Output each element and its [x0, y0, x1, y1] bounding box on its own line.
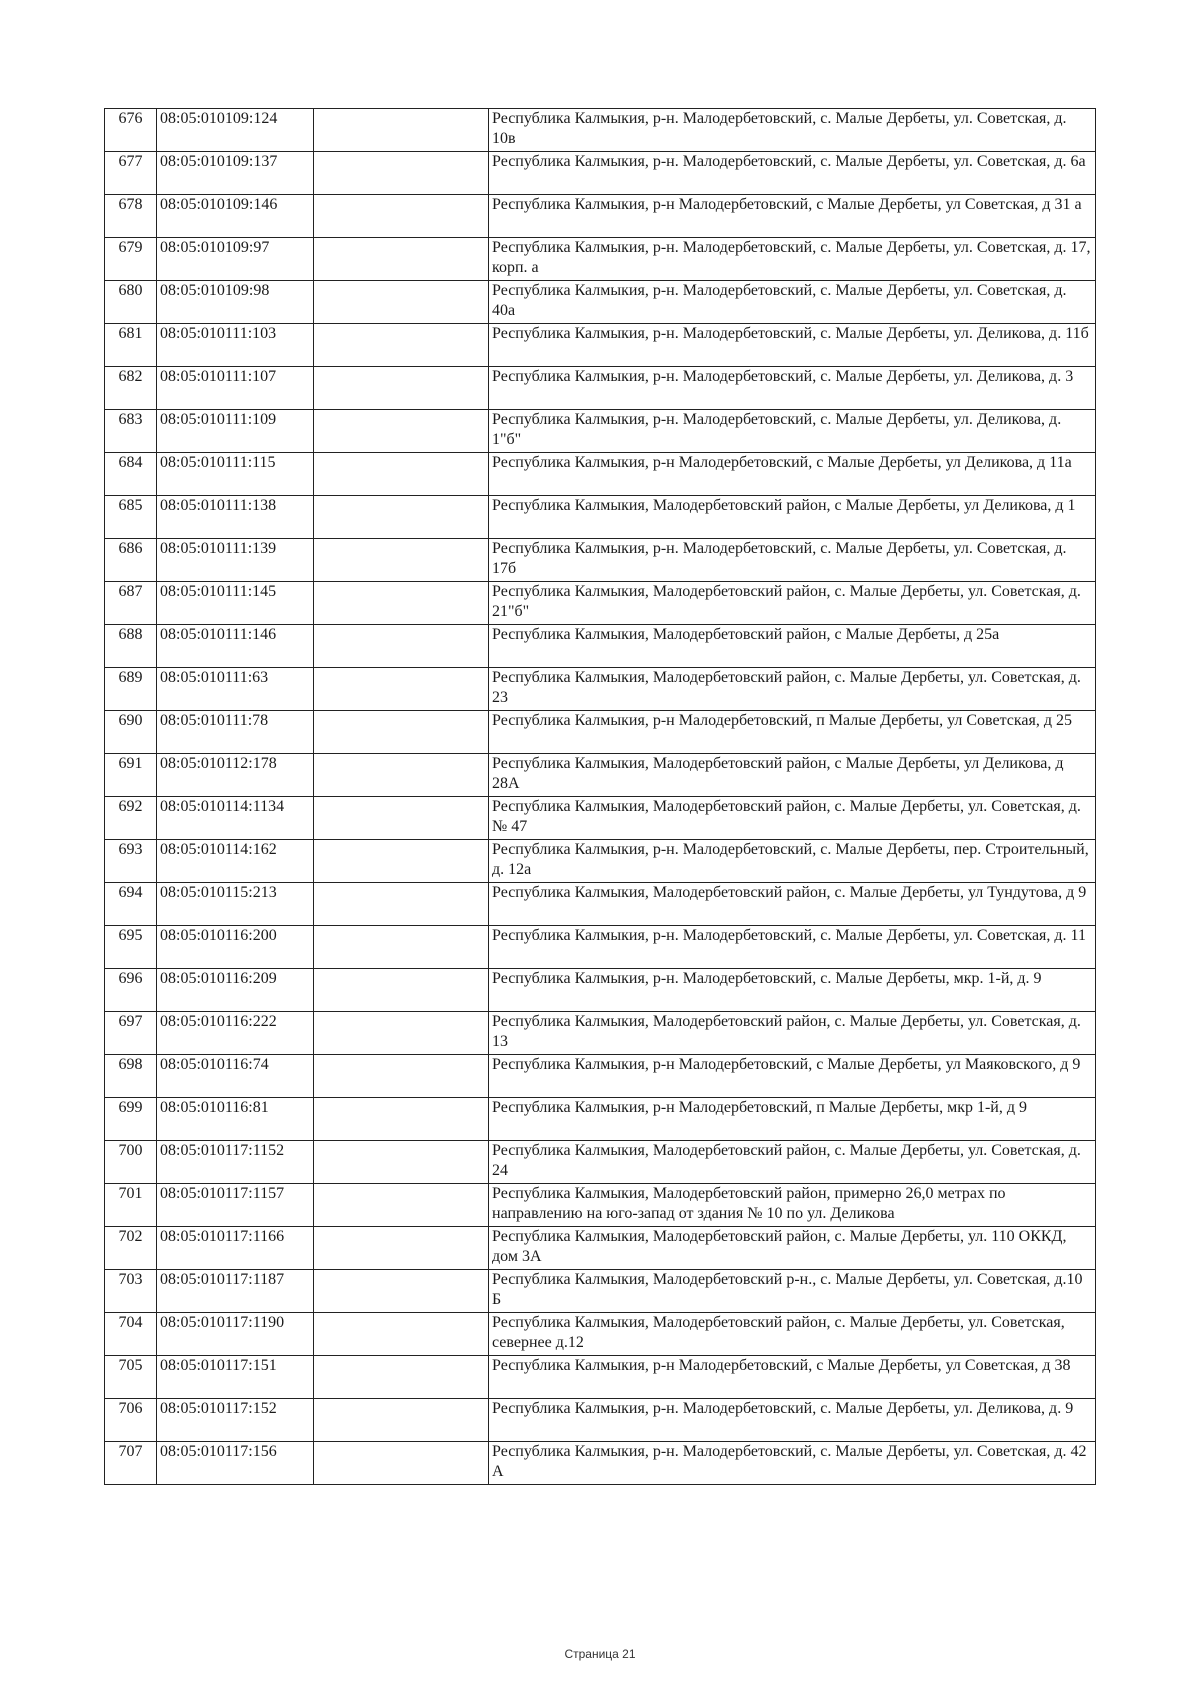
row-number-cell: 704 [105, 1313, 157, 1356]
cadastral-number-cell: 08:05:010114:162 [157, 840, 314, 883]
empty-column-cell [314, 496, 489, 539]
row-number-cell: 702 [105, 1227, 157, 1270]
table-row [105, 410, 1096, 453]
cadastral-number-cell: 08:05:010117:1152 [157, 1141, 314, 1184]
row-number-cell: 697 [105, 1012, 157, 1055]
empty-column-cell [314, 1442, 489, 1485]
address-cell: Республика Калмыкия, Малодербетовский район, с. Малые Дербеты, ул. 110 ОККД, дом 3А [489, 1227, 1096, 1270]
empty-column-cell [314, 1356, 489, 1399]
row-number-cell: 696 [105, 969, 157, 1012]
table-row [105, 1012, 1096, 1055]
cadastral-number-cell: 08:05:010117:1190 [157, 1313, 314, 1356]
row-number-cell: 685 [105, 496, 157, 539]
address-cell: Республика Калмыкия, р-н. Малодербетовский, с. Малые Дербеты, ул. Деликова, д. 1"б" [489, 410, 1096, 453]
cadastral-number-cell: 08:05:010111:115 [157, 453, 314, 496]
address-cell: Республика Калмыкия, Малодербетовский район, с. Малые Дербеты, ул. Советская, д. 24 [489, 1141, 1096, 1184]
cadastral-number-cell: 08:05:010117:1157 [157, 1184, 314, 1227]
cadastral-number-cell: 08:05:010111:63 [157, 668, 314, 711]
empty-column-cell [314, 668, 489, 711]
empty-column-cell [314, 324, 489, 367]
empty-column-cell [314, 1313, 489, 1356]
row-number-cell: 683 [105, 410, 157, 453]
table-row [105, 539, 1096, 582]
address-cell: Республика Калмыкия, р-н. Малодербетовский, с. Малые Дербеты, ул. Советская, д. 6а [489, 152, 1096, 195]
cadastral-number-cell: 08:05:010117:152 [157, 1399, 314, 1442]
address-cell: Республика Калмыкия, р-н. Малодербетовский, с. Малые Дербеты, ул. Советская, д. 40а [489, 281, 1096, 324]
empty-column-cell [314, 926, 489, 969]
table-row [105, 711, 1096, 754]
address-cell: Республика Калмыкия, Малодербетовский район, с Малые Дербеты, ул Деликова, д 28А [489, 754, 1096, 797]
cadastral-number-cell: 08:05:010109:98 [157, 281, 314, 324]
registry-table-body [105, 109, 1096, 1485]
cadastral-number-cell: 08:05:010117:151 [157, 1356, 314, 1399]
row-number-cell: 692 [105, 797, 157, 840]
address-cell: Республика Калмыкия, р-н. Малодербетовский, с. Малые Дербеты, ул. Советская, д. 42 А [489, 1442, 1096, 1485]
cadastral-number-cell: 08:05:010116:222 [157, 1012, 314, 1055]
address-cell: Республика Калмыкия, Малодербетовский район, с. Малые Дербеты, ул. Советская, д. 23 [489, 668, 1096, 711]
empty-column-cell [314, 539, 489, 582]
table-row [105, 840, 1096, 883]
row-number-cell: 680 [105, 281, 157, 324]
row-number-cell: 703 [105, 1270, 157, 1313]
row-number-cell: 676 [105, 109, 157, 152]
empty-column-cell [314, 1270, 489, 1313]
address-cell: Республика Калмыкия, Малодербетовский район, примерно 26,0 метрах по направлению на юго-запад от здания № 10 по ул. Деликова [489, 1184, 1096, 1227]
row-number-cell: 694 [105, 883, 157, 926]
table-row [105, 668, 1096, 711]
table-row [105, 1098, 1096, 1141]
empty-column-cell [314, 1055, 489, 1098]
table-row [105, 1399, 1096, 1442]
address-cell: Республика Калмыкия, Малодербетовский район, с. Малые Дербеты, ул. Советская, д. 21"б" [489, 582, 1096, 625]
empty-column-cell [314, 625, 489, 668]
table-row [105, 367, 1096, 410]
address-cell: Республика Калмыкия, р-н Малодербетовский, с Малые Дербеты, ул Советская, д 38 [489, 1356, 1096, 1399]
address-cell: Республика Калмыкия, Малодербетовский район, с Малые Дербеты, ул Деликова, д 1 [489, 496, 1096, 539]
row-number-cell: 689 [105, 668, 157, 711]
table-row [105, 1442, 1096, 1485]
empty-column-cell [314, 109, 489, 152]
address-cell: Республика Калмыкия, Малодербетовский район, с. Малые Дербеты, ул Тундутова, д 9 [489, 883, 1096, 926]
empty-column-cell [314, 152, 489, 195]
empty-column-cell [314, 883, 489, 926]
address-cell: Республика Калмыкия, р-н Малодербетовский, п Малые Дербеты, мкр 1-й, д 9 [489, 1098, 1096, 1141]
address-cell: Республика Калмыкия, Малодербетовский район, с Малые Дербеты, д 25а [489, 625, 1096, 668]
empty-column-cell [314, 840, 489, 883]
row-number-cell: 698 [105, 1055, 157, 1098]
empty-column-cell [314, 1227, 489, 1270]
cadastral-number-cell: 08:05:010111:138 [157, 496, 314, 539]
row-number-cell: 699 [105, 1098, 157, 1141]
address-cell: Республика Калмыкия, Малодербетовский район, с. Малые Дербеты, ул. Советская, д. 13 [489, 1012, 1096, 1055]
empty-column-cell [314, 1399, 489, 1442]
table-row [105, 453, 1096, 496]
table-row [105, 1356, 1096, 1399]
row-number-cell: 687 [105, 582, 157, 625]
address-cell: Республика Калмыкия, р-н Малодербетовский, с Малые Дербеты, ул Маяковского, д 9 [489, 1055, 1096, 1098]
row-number-cell: 681 [105, 324, 157, 367]
row-number-cell: 686 [105, 539, 157, 582]
table-row [105, 1270, 1096, 1313]
row-number-cell: 690 [105, 711, 157, 754]
cadastral-number-cell: 08:05:010115:213 [157, 883, 314, 926]
registry-table [104, 108, 1096, 1485]
cadastral-number-cell: 08:05:010111:78 [157, 711, 314, 754]
row-number-cell: 684 [105, 453, 157, 496]
cadastral-number-cell: 08:05:010117:156 [157, 1442, 314, 1485]
cadastral-number-cell: 08:05:010112:178 [157, 754, 314, 797]
cadastral-number-cell: 08:05:010109:146 [157, 195, 314, 238]
empty-column-cell [314, 711, 489, 754]
address-cell: Республика Калмыкия, Малодербетовский р-н., с. Малые Дербеты, ул. Советская, д.10 Б [489, 1270, 1096, 1313]
empty-column-cell [314, 754, 489, 797]
table-row [105, 1055, 1096, 1098]
cadastral-number-cell: 08:05:010117:1166 [157, 1227, 314, 1270]
row-number-cell: 705 [105, 1356, 157, 1399]
table-row [105, 1141, 1096, 1184]
cadastral-number-cell: 08:05:010111:145 [157, 582, 314, 625]
table-row [105, 324, 1096, 367]
address-cell: Республика Калмыкия, р-н. Малодербетовский, с. Малые Дербеты, ул. Советская, д. 17, корп. а [489, 238, 1096, 281]
empty-column-cell [314, 969, 489, 1012]
cadastral-number-cell: 08:05:010114:1134 [157, 797, 314, 840]
cadastral-number-cell: 08:05:010111:109 [157, 410, 314, 453]
table-row [105, 281, 1096, 324]
row-number-cell: 706 [105, 1399, 157, 1442]
address-cell: Республика Калмыкия, р-н. Малодербетовский, с. Малые Дербеты, мкр. 1-й, д. 9 [489, 969, 1096, 1012]
empty-column-cell [314, 410, 489, 453]
address-cell: Республика Калмыкия, р-н Малодербетовский, с Малые Дербеты, ул Деликова, д 11а [489, 453, 1096, 496]
address-cell: Республика Калмыкия, р-н. Малодербетовский, с. Малые Дербеты, ул. Деликова, д. 9 [489, 1399, 1096, 1442]
table-row [105, 195, 1096, 238]
row-number-cell: 701 [105, 1184, 157, 1227]
address-cell: Республика Калмыкия, р-н. Малодербетовский, с. Малые Дербеты, ул. Советская, д. 11 [489, 926, 1096, 969]
empty-column-cell [314, 281, 489, 324]
table-row [105, 238, 1096, 281]
table-row [105, 797, 1096, 840]
cadastral-number-cell: 08:05:010109:137 [157, 152, 314, 195]
cadastral-number-cell: 08:05:010109:124 [157, 109, 314, 152]
cadastral-number-cell: 08:05:010116:209 [157, 969, 314, 1012]
address-cell: Республика Калмыкия, р-н. Малодербетовский, с. Малые Дербеты, пер. Строительный, д. 12а [489, 840, 1096, 883]
empty-column-cell [314, 1184, 489, 1227]
table-row [105, 1184, 1096, 1227]
page-footer: Страница 21 [564, 1647, 636, 1661]
table-row [105, 1313, 1096, 1356]
cadastral-number-cell: 08:05:010111:146 [157, 625, 314, 668]
row-number-cell: 677 [105, 152, 157, 195]
address-cell: Республика Калмыкия, Малодербетовский район, с. Малые Дербеты, ул. Советская, севернее д.12 [489, 1313, 1096, 1356]
cadastral-number-cell: 08:05:010109:97 [157, 238, 314, 281]
table-row [105, 109, 1096, 152]
row-number-cell: 679 [105, 238, 157, 281]
empty-column-cell [314, 582, 489, 625]
cadastral-number-cell: 08:05:010111:103 [157, 324, 314, 367]
table-row [105, 926, 1096, 969]
table-row [105, 754, 1096, 797]
address-cell: Республика Калмыкия, р-н. Малодербетовский, с. Малые Дербеты, ул. Деликова, д. 3 [489, 367, 1096, 410]
empty-column-cell [314, 195, 489, 238]
address-cell: Республика Калмыкия, р-н. Малодербетовский, с. Малые Дербеты, ул. Советская, д. 10в [489, 109, 1096, 152]
row-number-cell: 678 [105, 195, 157, 238]
empty-column-cell [314, 1012, 489, 1055]
address-cell: Республика Калмыкия, р-н Малодербетовский, с Малые Дербеты, ул Советская, д 31 а [489, 195, 1096, 238]
address-cell: Республика Калмыкия, р-н. Малодербетовский, с. Малые Дербеты, ул. Деликова, д. 11б [489, 324, 1096, 367]
empty-column-cell [314, 453, 489, 496]
row-number-cell: 688 [105, 625, 157, 668]
cadastral-number-cell: 08:05:010111:107 [157, 367, 314, 410]
cadastral-number-cell: 08:05:010117:1187 [157, 1270, 314, 1313]
empty-column-cell [314, 1141, 489, 1184]
address-cell: Республика Калмыкия, р-н Малодербетовский, п Малые Дербеты, ул Советская, д 25 [489, 711, 1096, 754]
address-cell: Республика Калмыкия, Малодербетовский район, с. Малые Дербеты, ул. Советская, д. № 47 [489, 797, 1096, 840]
empty-column-cell [314, 1098, 489, 1141]
address-cell: Республика Калмыкия, р-н. Малодербетовский, с. Малые Дербеты, ул. Советская, д. 17б [489, 539, 1096, 582]
table-row [105, 969, 1096, 1012]
table-row [105, 883, 1096, 926]
table-row [105, 625, 1096, 668]
row-number-cell: 682 [105, 367, 157, 410]
table-row [105, 1227, 1096, 1270]
cadastral-number-cell: 08:05:010116:200 [157, 926, 314, 969]
row-number-cell: 700 [105, 1141, 157, 1184]
table-row [105, 152, 1096, 195]
cadastral-number-cell: 08:05:010116:81 [157, 1098, 314, 1141]
table-row [105, 496, 1096, 539]
row-number-cell: 707 [105, 1442, 157, 1485]
table-row [105, 582, 1096, 625]
empty-column-cell [314, 238, 489, 281]
row-number-cell: 693 [105, 840, 157, 883]
row-number-cell: 695 [105, 926, 157, 969]
empty-column-cell [314, 797, 489, 840]
cadastral-number-cell: 08:05:010111:139 [157, 539, 314, 582]
cadastral-number-cell: 08:05:010116:74 [157, 1055, 314, 1098]
row-number-cell: 691 [105, 754, 157, 797]
empty-column-cell [314, 367, 489, 410]
